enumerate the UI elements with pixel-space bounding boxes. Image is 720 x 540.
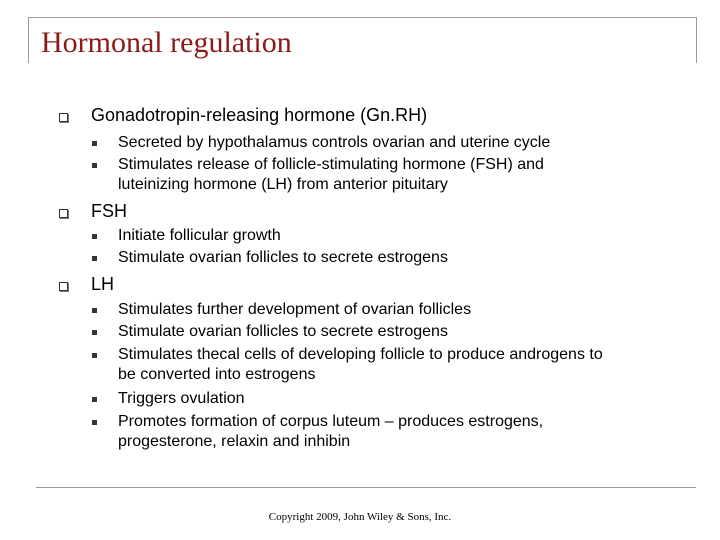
section-heading: FSH <box>91 201 127 221</box>
square-bullet-icon <box>92 308 97 313</box>
square-bullet-icon <box>59 209 68 218</box>
list-item-continuation: be converted into estrogens <box>118 366 316 383</box>
slide-frame-left <box>28 17 29 63</box>
list-item: Stimulates further development of ovarian follicles <box>118 301 472 318</box>
square-bullet-icon <box>92 234 97 239</box>
section-heading: Gonadotropin-releasing hormone (Gn.RH) <box>91 105 428 125</box>
slide-frame-right <box>696 17 697 63</box>
square-bullet-icon <box>92 397 97 402</box>
list-item-continuation: progesterone, relaxin and inhibin <box>118 433 351 450</box>
slide-frame-top <box>28 17 696 18</box>
list-item: Stimulates release of follicle-stimulating hormone (FSH) and <box>118 156 544 173</box>
list-item: Secreted by hypothalamus controls ovarian and uterine cycle <box>118 134 551 151</box>
list-item-continuation: luteinizing hormone (LH) from anterior pituitary <box>118 176 448 193</box>
square-bullet-icon <box>92 353 97 358</box>
list-item: Triggers ovulation <box>118 390 245 407</box>
square-bullet-icon <box>92 256 97 261</box>
square-bullet-icon <box>92 330 97 335</box>
slide-frame-bottom <box>36 487 696 488</box>
list-item: Stimulates thecal cells of developing follicle to produce androgens to <box>118 346 603 363</box>
square-bullet-icon <box>92 420 97 425</box>
copyright-footer: Copyright 2009, John Wiley & Sons, Inc. <box>268 511 452 523</box>
square-bullet-icon <box>92 141 97 146</box>
slide-title: Hormonal regulation <box>41 26 292 59</box>
section-heading: LH <box>91 274 115 294</box>
square-bullet-icon <box>92 163 97 168</box>
list-item: Promotes formation of corpus luteum – produces estrogens, <box>118 413 544 430</box>
list-item: Stimulate ovarian follicles to secrete estrogens <box>118 323 448 340</box>
square-bullet-icon <box>59 282 68 291</box>
square-bullet-icon <box>59 113 68 122</box>
list-item: Initiate follicular growth <box>118 227 281 244</box>
list-item: Stimulate ovarian follicles to secrete estrogens <box>118 249 448 266</box>
